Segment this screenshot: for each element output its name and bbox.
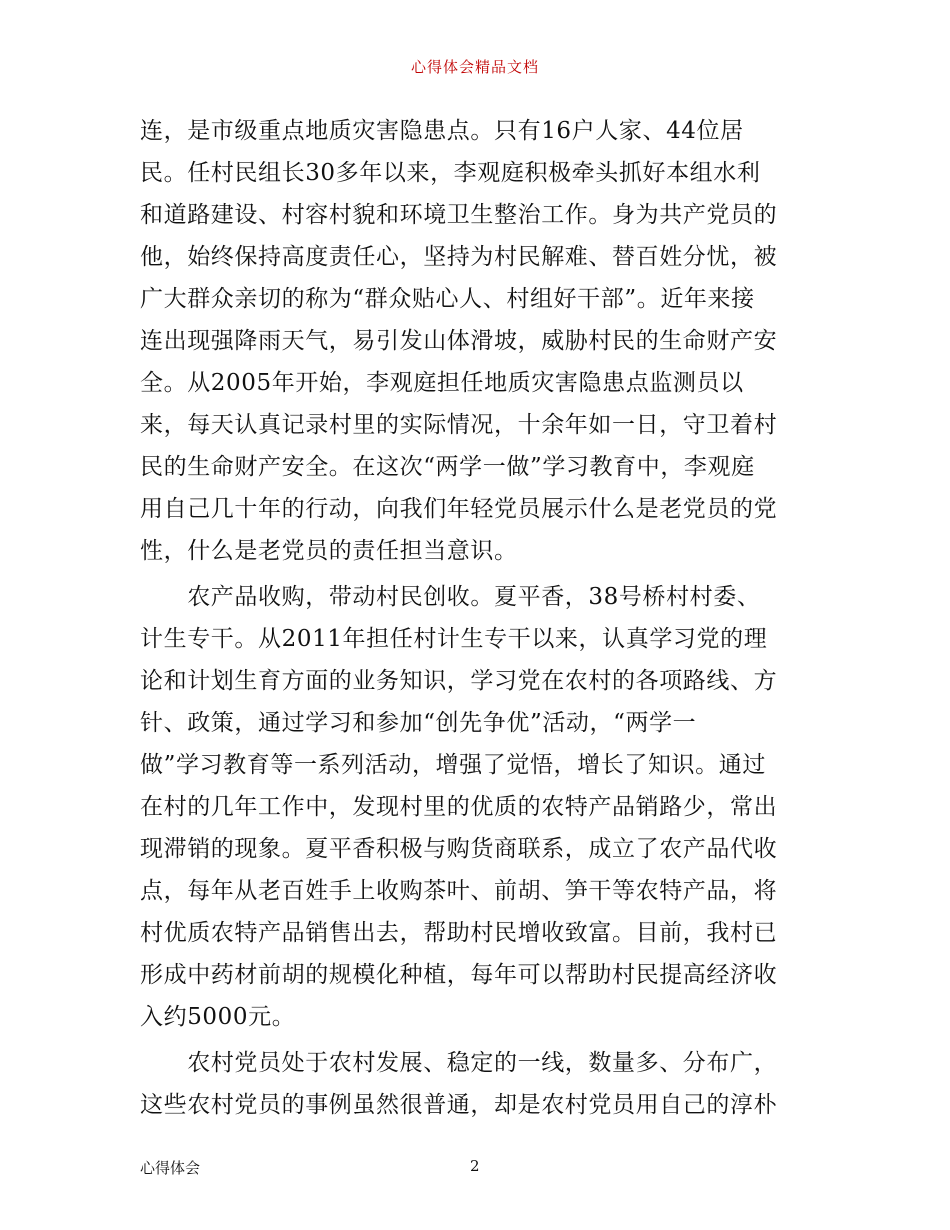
text-line: 论和计划生育方面的业务知识，学习党在农村的各项路线、方 <box>140 668 778 694</box>
text-line: 全。从2005年开始，李观庭担任地质灾害隐患点监测员以 <box>140 370 744 396</box>
paragraph <box>140 110 812 572</box>
text-line: 民的生命财产安全。在这次“两学一做”学习教育中，李观庭 <box>140 454 755 480</box>
paragraph <box>140 576 812 1038</box>
text-line: 用自己几十年的行动，向我们年轻党员展示什么是老党员的党 <box>140 496 778 522</box>
text-line: 和道路建设、村容村貌和环境卫生整治工作。身为共产党员的 <box>140 202 778 228</box>
text-line: 点，每年从老百姓手上收购茶叶、前胡、笋干等农特产品，将 <box>140 878 778 904</box>
text-line: 广大群众亲切的称为“群众贴心人、村组好干部”。近年来接 <box>140 286 755 312</box>
page-number: 2 <box>470 1157 480 1175</box>
text-line: 性，什么是老党员的责任担当意识。 <box>140 538 518 564</box>
text-line: 来，每天认真记录村里的实际情况，十余年如一日，守卫着村 <box>140 412 778 438</box>
text-line: 村优质农特产品销售出去，帮助村民增收致富。目前，我村已 <box>140 920 778 946</box>
text-line: 针、政策，通过学习和参加“创先争优”活动，“两学一 <box>140 710 697 736</box>
document-body <box>140 110 812 1126</box>
text-line: 农村党员处于农村发展、稳定的一线，数量多、分布广， <box>140 1050 778 1076</box>
text-line: 民。任村民组长30多年以来，李观庭积极牵头抓好本组水利 <box>140 160 761 186</box>
paragraph <box>140 1042 812 1126</box>
text-line: 现滞销的现象。夏平香积极与购货商联系，成立了农产品代收 <box>140 836 778 862</box>
text-line: 做”学习教育等一系列活动，增强了觉悟，增长了知识。通过 <box>140 752 766 778</box>
text-line: 连，是市级重点地质灾害隐患点。只有16户人家、44位居 <box>140 118 744 144</box>
text-line: 这些农村党员的事例虽然很普通，却是农村党员用自己的淳朴 <box>140 1092 778 1118</box>
page-header-title: 心得体会精品文档 <box>410 58 539 76</box>
text-line: 入约5000元。 <box>140 1004 296 1030</box>
text-line: 他，始终保持高度责任心，坚持为村民解难、替百姓分忧，被 <box>140 244 778 270</box>
text-line: 农产品收购，带动村民创收。夏平香，38号桥村村委、 <box>140 584 761 610</box>
text-line: 连出现强降雨天气，易引发山体滑坡，威胁村民的生命财产安 <box>140 328 778 354</box>
footer-label: 心得体会 <box>140 1159 201 1177</box>
text-line: 计生专干。从2011年担任村计生专干以来，认真学习党的理 <box>140 626 768 652</box>
text-line: 形成中药材前胡的规模化种植，每年可以帮助村民提高经济收 <box>140 962 778 988</box>
text-line: 在村的几年工作中，发现村里的优质的农特产品销路少，常出 <box>140 794 778 820</box>
